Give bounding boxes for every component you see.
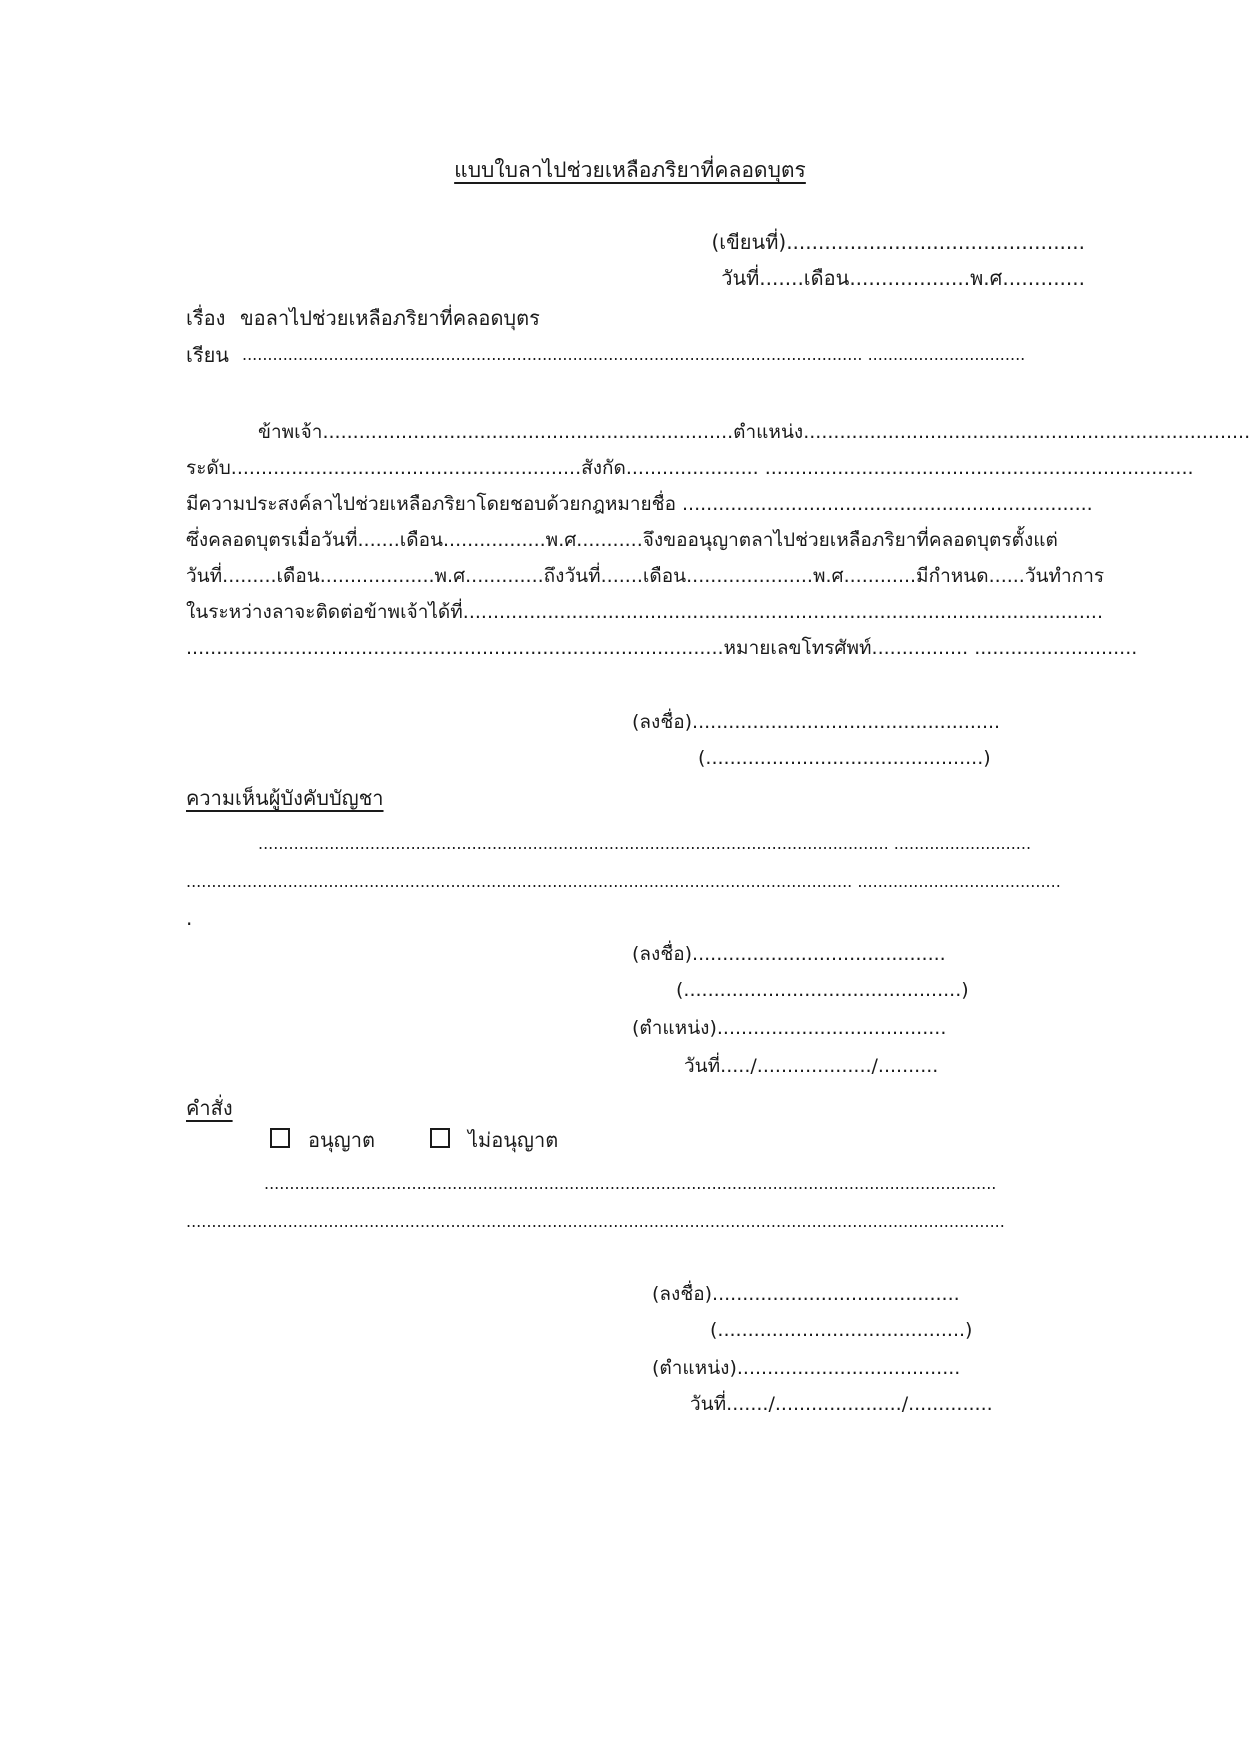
subject-label: เรื่อง — [186, 306, 226, 330]
document-title: แบบใบลาไปช่วยเหลือภริยาที่คลอดบุตร — [454, 158, 806, 182]
supervisor-opinion-line-2[interactable]: ................................................................................................................................... ........................................ — [186, 872, 1061, 891]
deny-label: ไม่อนุญาต — [468, 1128, 559, 1152]
stray-dot: . — [186, 906, 193, 930]
recipient-label: เรียน — [186, 343, 229, 367]
approver-signature-field[interactable]: (ลงชื่อ)......................................... — [652, 1283, 960, 1305]
approve-checkbox[interactable] — [270, 1128, 290, 1148]
contact-address-line[interactable]: ในระหว่างลาจะติดต่อข้าพเจ้าได้ที่.......................................................................................................... — [186, 601, 1103, 623]
supervisor-opinion-heading: ความเห็นผู้บังคับบัญชา — [186, 786, 384, 810]
supervisor-opinion-line-1[interactable]: ............................................................................................................................ ........................... — [258, 834, 1032, 853]
supervisor-signature-field[interactable]: (ลงชื่อ).......................................... — [632, 943, 946, 965]
order-note-line-2[interactable]: ................................................................................................................................................................. — [186, 1212, 1005, 1231]
applicant-printed-name-field[interactable]: (..............................................) — [698, 747, 991, 769]
approve-label: อนุญาต — [308, 1128, 375, 1152]
approver-date-field[interactable]: วันที่......./...................../.............. — [690, 1393, 993, 1415]
wife-name-line[interactable]: มีความประสงค์ลาไปช่วยเหลือภริยาโดยชอบด้วยกฎหมายชื่อ .................................................................... — [186, 493, 1093, 515]
phone-number-line[interactable]: .........................................................................................หมายเลขโทรศัพท์................ ........................... — [186, 637, 1138, 659]
document-date-field[interactable]: วันที่.......เดือน...................พ.ศ............. — [721, 266, 1085, 290]
applicant-signature-field[interactable]: (ลงชื่อ)................................................... — [632, 711, 1001, 733]
birth-date-line[interactable]: ซึ่งคลอดบุตรเมื่อวันที่.......เดือน.................พ.ศ...........จึงขออนุญาตลาไปช่วยเหลือภริยาที่คลอดบุตรตั้งแต่ — [186, 529, 1058, 551]
leave-period-line[interactable]: วันที่.........เดือน...................พ.ศ.............ถึงวันที่.......เดือน.....................พ.ศ............มีกำหนด......วันทำการ — [186, 565, 1105, 587]
recipient-field[interactable]: .......................................................................................................................... ............................... — [242, 345, 1026, 364]
subject-text: ขอลาไปช่วยเหลือภริยาที่คลอดบุตร — [240, 306, 540, 330]
supervisor-position-field[interactable]: (ตำแหน่ง)...................................... — [632, 1017, 947, 1039]
applicant-name-position-line[interactable]: ข้าพเจ้า....................................................................ตำแหน่ง.......................................................................... — [258, 421, 1250, 443]
approver-position-field[interactable]: (ตำแหน่ง)..................................... — [652, 1357, 961, 1379]
order-heading: คำสั่ง — [186, 1096, 233, 1120]
written-at-field[interactable]: (เขียนที่)............................................... — [711, 230, 1085, 254]
approver-printed-name-field[interactable]: (.........................................) — [710, 1319, 973, 1341]
deny-checkbox[interactable] — [430, 1128, 450, 1148]
order-note-line-1[interactable]: ................................................................................................................................................ — [264, 1174, 997, 1193]
level-affiliation-line[interactable]: ระดับ..........................................................สังกัด...................... ....................................................................... — [186, 457, 1194, 479]
supervisor-printed-name-field[interactable]: (..............................................) — [676, 979, 969, 1001]
supervisor-date-field[interactable]: วันที่...../.................../.......... — [684, 1055, 939, 1077]
